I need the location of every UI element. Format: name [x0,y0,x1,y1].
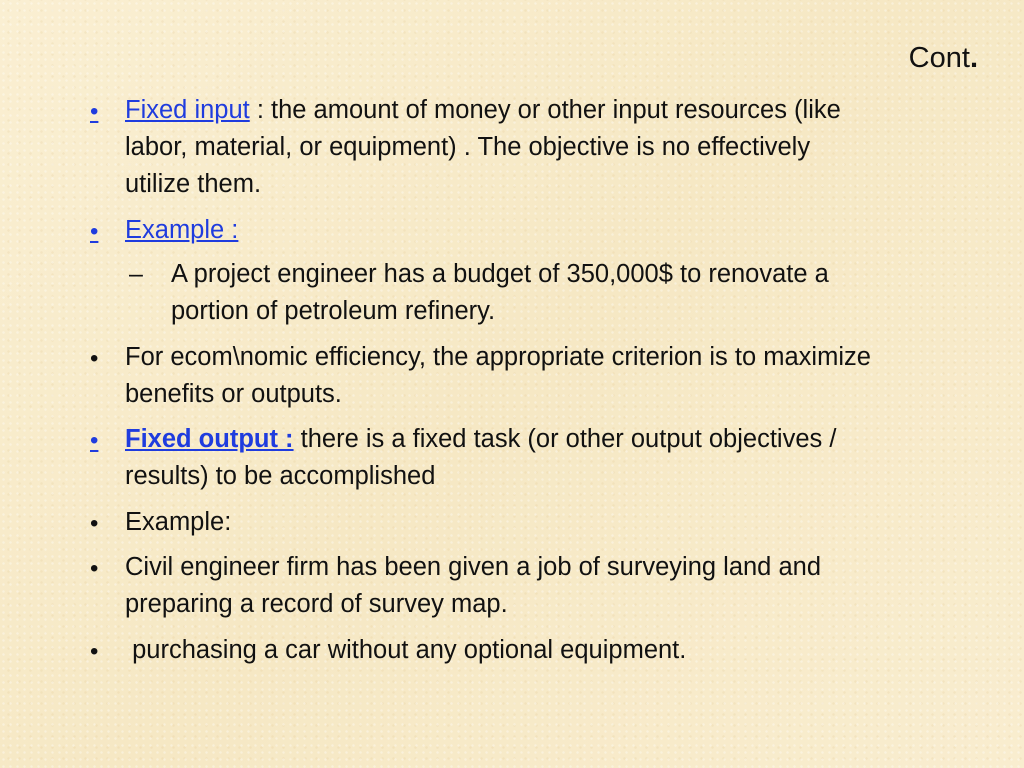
bullet-example-2-line: Example: [125,508,232,536]
fixed-output-link[interactable]: Fixed output : [125,425,294,453]
bullet-fixed-output-line-2: results) to be accomplished [125,462,436,490]
bullet-marker-fixed-output: • [90,427,99,454]
slide-title-dot: . [969,42,978,74]
bullet-fixed-input-line-3: utilize them. [125,170,262,198]
bullet-fixed-input-line-2: labor, material, or equipment) . The objective is no effectively [125,133,811,161]
bullet-fixed-output-line-1 [125,424,836,455]
bullet-efficiency-line-1: For ecom\nomic efficiency, the appropriate criterion is to maximize [125,343,871,371]
bullet-civil-engineer-line-1: Civil engineer firm has been given a job of surveying land and [125,553,821,581]
bullet-marker-fixed-input: • [90,98,99,125]
bullet-marker-example-2: • [90,510,99,537]
bullet-marker-efficiency: • [90,345,99,372]
sub-bullet-line-2: portion of petroleum refinery. [171,297,496,325]
fixed-input-definition: : the amount of money or other input resources (like [249,96,841,124]
fixed-input-link[interactable]: Fixed input [125,96,250,124]
bullet-civil-engineer-line-2: preparing a record of survey map. [125,590,508,618]
bullet-marker-car: • [90,638,99,665]
bullet-car-line: purchasing a car without any optional equipment. [125,636,687,664]
bullet-example-1-line [125,215,238,246]
bullet-efficiency-line-2: benefits or outputs. [125,380,342,408]
bullet-fixed-input-line-1 [125,95,841,126]
example-1-link[interactable]: Example : [125,216,239,244]
bullet-marker-civil-engineer: • [90,555,99,582]
slide-title-text: Cont [908,42,970,74]
bullet-marker-example-1: • [90,218,99,245]
fixed-output-definition: there is a fixed task (or other output objectives / [293,425,837,453]
sub-bullet-dash: – [129,260,143,288]
sub-bullet-line-1: A project engineer has a budget of 350,000$ to renovate a [171,260,829,288]
slide-title [909,44,978,73]
